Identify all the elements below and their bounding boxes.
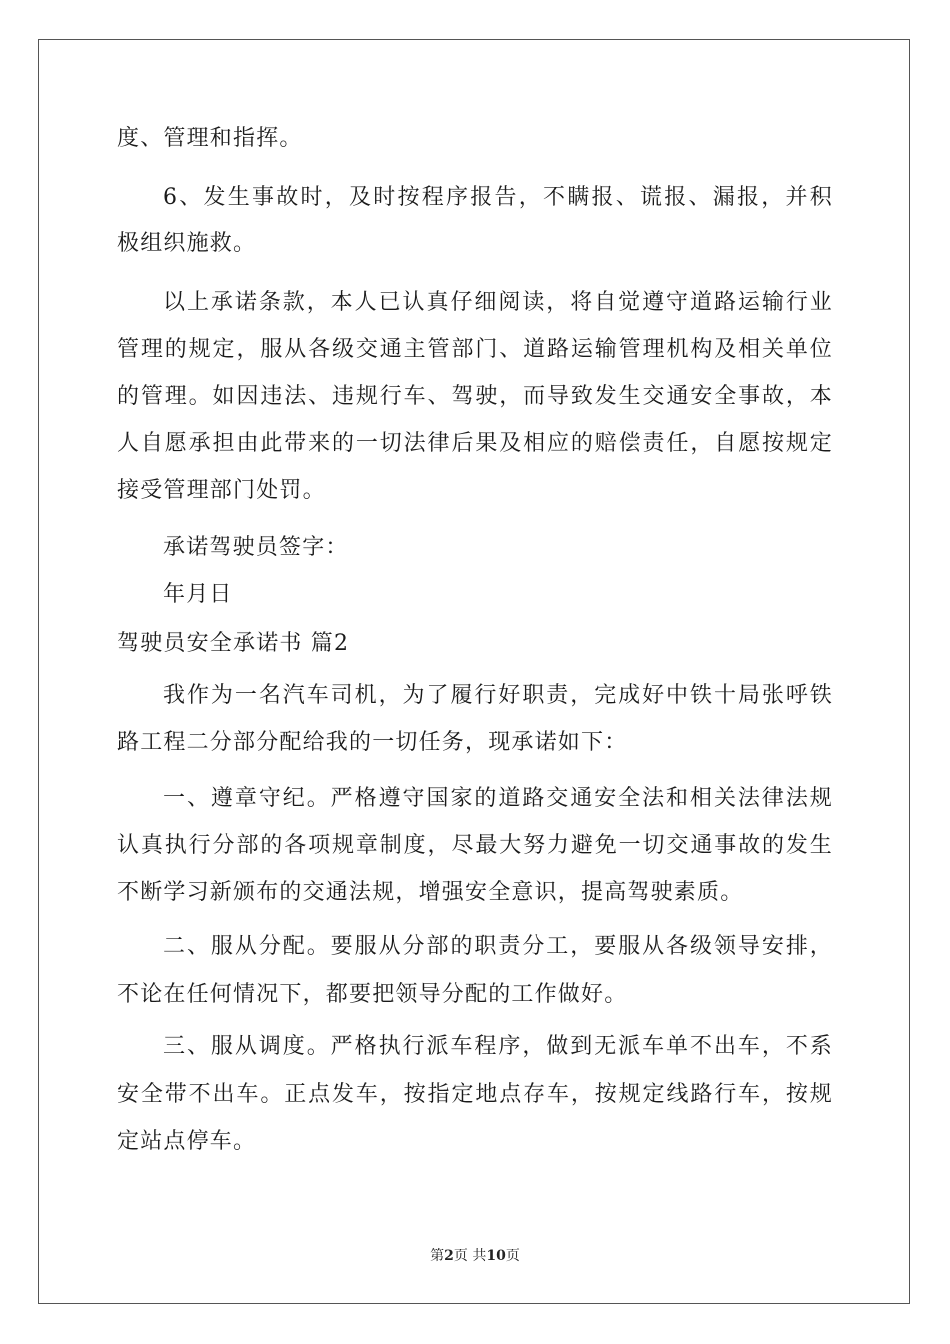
section-heading: 驾驶员安全承诺书 篇2 <box>117 631 350 656</box>
text-line: 人自愿承担由此带来的一切法律后果及相应的赔偿责任，自愿按规定 <box>117 431 833 456</box>
text-line: 接受管理部门处罚。 <box>117 478 326 503</box>
text-line: 定站点停车。 <box>117 1129 257 1154</box>
text-line: 度、管理和指挥。 <box>117 126 303 151</box>
page-footer <box>0 1247 950 1265</box>
text-line: 的管理。如因违法、违规行车、驾驶，而导致发生交通安全事故，本 <box>117 384 833 409</box>
total-page-count: 10 <box>486 1248 506 1264</box>
text-line: 认真执行分部的各项规章制度，尽最大努力避免一切交通事故的发生 <box>117 833 833 858</box>
text-line: 路工程二分部分配给我的一切任务，现承诺如下： <box>117 730 628 755</box>
date-label: 年月日 <box>163 582 233 607</box>
footer-prefix: 第 <box>430 1248 445 1264</box>
text-line: 管理的规定，服从各级交通主管部门、道路运输管理机构及相关单位 <box>117 337 833 362</box>
footer-middle: 页 共 <box>453 1248 487 1264</box>
text-line: 二、服从分配。要服从分部的职责分工，要服从各级领导安排， <box>163 934 833 959</box>
text-line: 一、遵章守纪。严格遵守国家的道路交通安全法和相关法律法规 <box>163 786 833 811</box>
text-line: 安全带不出车。正点发车，按指定地点存车，按规定线路行车，按规 <box>117 1082 833 1107</box>
footer-suffix: 页 <box>505 1248 520 1264</box>
text-line: 三、服从调度。严格执行派车程序，做到无派车单不出车，不系 <box>163 1034 833 1059</box>
text-line: 不论在任何情况下，都要把领导分配的工作做好。 <box>117 982 628 1007</box>
text-line: 极组织施救。 <box>117 231 257 256</box>
text-line: 6、发生事故时，及时按程序报告，不瞒报、谎报、漏报，并积 <box>163 185 833 210</box>
signature-label: 承诺驾驶员签字： <box>163 535 349 560</box>
text-line: 以上承诺条款，本人已认真仔细阅读，将自觉遵守道路运输行业 <box>163 290 833 315</box>
current-page-number: 2 <box>444 1248 454 1264</box>
text-line: 不断学习新颁布的交通法规，增强安全意识，提高驾驶素质。 <box>117 880 744 905</box>
text-line: 我作为一名汽车司机，为了履行好职责，完成好中铁十局张呼铁 <box>163 683 833 708</box>
